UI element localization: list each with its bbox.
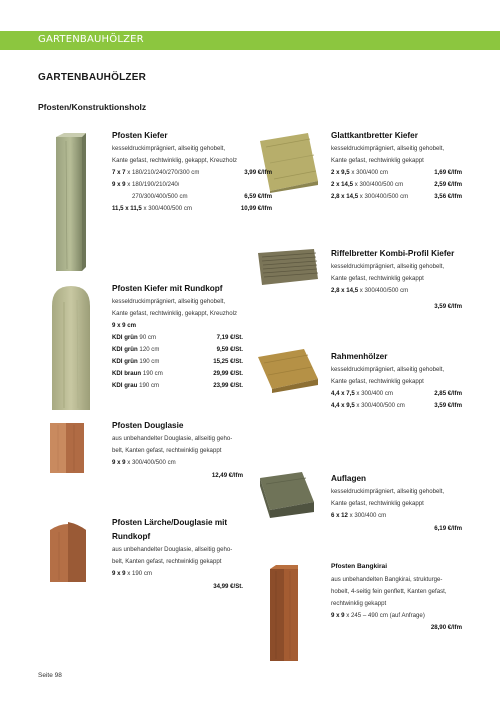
product-desc: hobelt, 4-seitig fein genflett, Kanten gefast,: [331, 588, 447, 595]
lengths: x 300/400/500 cm: [354, 402, 405, 409]
product-rahmenhoelzer: [331, 350, 462, 412]
post-roundhead-image: [50, 284, 92, 410]
price-row: [331, 179, 462, 191]
page-number: Seite 98: [38, 672, 62, 679]
lengths: x 300/400/500 cm: [125, 459, 176, 466]
price-row: [112, 380, 243, 392]
product-desc: Kante gefast, rechtwinklig gekappt: [331, 500, 424, 507]
product-title: Pfosten Douglasie: [112, 421, 184, 430]
product-desc: kesseldruckimprägniert, allseitig gehobelt,: [331, 145, 445, 152]
product-title: Rahmenhölzer: [331, 352, 388, 361]
lengths: 270/300/400/500 cm: [132, 193, 188, 200]
lengths: x 300/400 cm: [354, 390, 393, 397]
board-grooved-image: [256, 249, 320, 287]
product-pfosten-rundkopf: [112, 282, 243, 392]
product-desc: kesseldruckimprägniert, allseitig gehobelt,: [331, 263, 445, 270]
lengths: x 300/400/500 cm: [358, 193, 409, 200]
product-desc: aus unbehandelter Douglasie, allseitig geho-: [112, 435, 233, 442]
price: 2,85 €/lfm: [434, 390, 462, 397]
product-desc: belt, Kanten gefast, rechtwinklig gekappt: [112, 447, 222, 454]
price-row: [331, 191, 462, 203]
price-row: [112, 179, 272, 191]
price-row: [331, 400, 462, 412]
post-douglas-image: [48, 421, 88, 473]
price-row: [112, 167, 272, 179]
product-auflagen: [331, 472, 462, 535]
size-line: [112, 457, 243, 469]
lengths: x 190 cm: [125, 570, 152, 577]
price-row: [112, 332, 243, 344]
price: 12,49 €/lfm: [211, 472, 243, 479]
lengths: x 245 – 490 cm (auf Anfrage): [344, 612, 425, 619]
price: 3,59 €/lfm: [434, 402, 462, 409]
product-title: Pfosten Kiefer mit Rundkopf: [112, 284, 223, 293]
product-desc: Kante gefast, rechtwinklig gekappt: [331, 275, 424, 282]
top-banner: [0, 31, 500, 50]
product-glattkantbretter: [331, 129, 462, 203]
dimension: 11,5 x 11,5: [112, 205, 142, 212]
product-desc: kesseldruckimprägniert, allseitig gehobelt,: [331, 366, 445, 373]
length: 190 cm: [137, 358, 160, 365]
price: 3,59 €/lfm: [434, 303, 462, 310]
price-row: [331, 388, 462, 400]
product-desc: kesseldruckimprägniert, allseitig gehobelt,: [112, 298, 226, 305]
price: 1,69 €/lfm: [434, 169, 462, 176]
size-line: [331, 610, 462, 622]
price: 29,99 €/St.: [213, 370, 243, 377]
variant: KDI braun: [112, 370, 142, 377]
price: 7,19 €/St.: [216, 334, 243, 341]
dimension: 9 x 9: [112, 570, 126, 577]
dimension: 2,8 x 14,5: [331, 193, 359, 200]
dimension: 2 x 9,5: [331, 169, 350, 176]
dimension: 6 x 12: [331, 512, 348, 519]
price: 9,59 €/St.: [216, 346, 243, 353]
dimension: 7 x 7: [112, 169, 126, 176]
product-desc: belt, Kanten gefast, rechtwinklig gekappt: [112, 558, 222, 565]
length: 120 cm: [137, 346, 160, 353]
post-bangkirai-image: [268, 565, 300, 661]
lengths: x 300/400/500 cm: [141, 205, 192, 212]
product-desc: Kante gefast, rechtwinklig gekappt: [331, 378, 424, 385]
product-desc: Kante gefast, rechtwinklig, gekappt, Kreuzholz: [112, 310, 237, 317]
price: 2,59 €/lfm: [434, 181, 462, 188]
product-desc: aus unbehandelten Bangkirai, strukturge-: [331, 576, 443, 583]
variant: KDI grün: [112, 346, 138, 353]
size-line: [331, 510, 462, 522]
product-title: Riffelbretter Kombi-Profil Kiefer: [331, 249, 455, 258]
price-row: [112, 203, 272, 215]
size-line: [331, 285, 462, 297]
product-title: Pfosten Lärche/Douglasie mit: [112, 518, 228, 527]
product-desc: kesseldruckimprägniert, allseitig gehobelt,: [331, 488, 445, 495]
product-title: Auflagen: [331, 474, 367, 483]
banner-title: GARTENBAUHÖLZER: [38, 34, 144, 45]
product-pfosten-bangkirai: [331, 560, 462, 634]
page-title: GARTENBAUHÖLZER: [38, 72, 146, 83]
length: 90 cm: [137, 334, 157, 341]
product-desc: kesseldruckimprägniert, allseitig gehobelt,: [112, 145, 226, 152]
length: 190 cm: [137, 382, 160, 389]
product-pfosten-douglasie: [112, 419, 243, 482]
price: 6,59 €/lfm: [244, 193, 272, 200]
price: 3,99 €/lfm: [244, 169, 272, 176]
beam-support-image: [256, 472, 318, 518]
price-row: [112, 344, 243, 356]
price: 23,99 €/St.: [213, 382, 243, 389]
dimension: 4,4 x 7,5: [331, 390, 355, 397]
product-riffelbretter: [331, 247, 462, 313]
dimension: 2,8 x 14,5: [331, 287, 359, 294]
product-title: Glattkantbretter Kiefer: [331, 131, 418, 140]
price: 28,90 €/lfm: [430, 624, 462, 631]
product-title: Pfosten Bangkirai: [331, 563, 388, 570]
product-desc: Kante gefast, rechtwinklig gekappt: [331, 157, 424, 164]
price: 15,25 €/St.: [213, 358, 243, 365]
product-desc: aus unbehandelter Douglasie, allseitig geho-: [112, 546, 233, 553]
price: 34,99 €/St.: [213, 583, 243, 590]
product-pfosten-kiefer: [112, 129, 272, 215]
product-pfosten-laerche: [112, 516, 243, 593]
price-row: [112, 191, 272, 203]
length: 190 cm: [141, 370, 163, 377]
dimension: 9 x 9: [112, 181, 126, 188]
lengths: x 300/400/500 cm: [353, 181, 404, 188]
price: 3,56 €/lfm: [434, 193, 462, 200]
lengths: x 300/400 cm: [347, 512, 387, 519]
dimension: 9 x 9: [112, 459, 126, 466]
section-title: Pfosten/Konstruktionsholz: [38, 102, 147, 112]
post-larch-image: [48, 518, 88, 582]
product-title: Pfosten Kiefer: [112, 131, 168, 140]
price: 6,19 €/lfm: [434, 525, 462, 532]
dimension: 4,4 x 9,5: [331, 402, 355, 409]
dimension: 9 x 9: [331, 612, 345, 619]
lengths: x 300/400/500 cm: [358, 287, 409, 294]
product-title: Rundkopf: [112, 532, 151, 541]
price-row: [112, 368, 243, 380]
dimension: 9 x 9 cm: [112, 322, 137, 329]
lengths: x 300/400 cm: [349, 169, 388, 176]
price-row: [112, 356, 243, 368]
frame-timber-image: [256, 349, 320, 393]
price: 10,99 €/lfm: [240, 205, 272, 212]
lengths: x 180/210/240/270/300 cm: [125, 169, 200, 176]
lengths: x 180/190/210/240/: [125, 181, 180, 188]
variant: KDI grün: [112, 358, 138, 365]
product-desc: rechtwinklig gekappt: [331, 600, 387, 607]
post-pine-image: [52, 133, 86, 273]
dimension: 2 x 14,5: [331, 181, 354, 188]
variant: KDI grün: [112, 334, 138, 341]
price-row: [331, 167, 462, 179]
product-desc: Kante gefast, rechtwinklig, gekappt, Kreuzholz: [112, 157, 237, 164]
size-line: [112, 568, 243, 580]
variant: KDI grau: [112, 382, 138, 389]
